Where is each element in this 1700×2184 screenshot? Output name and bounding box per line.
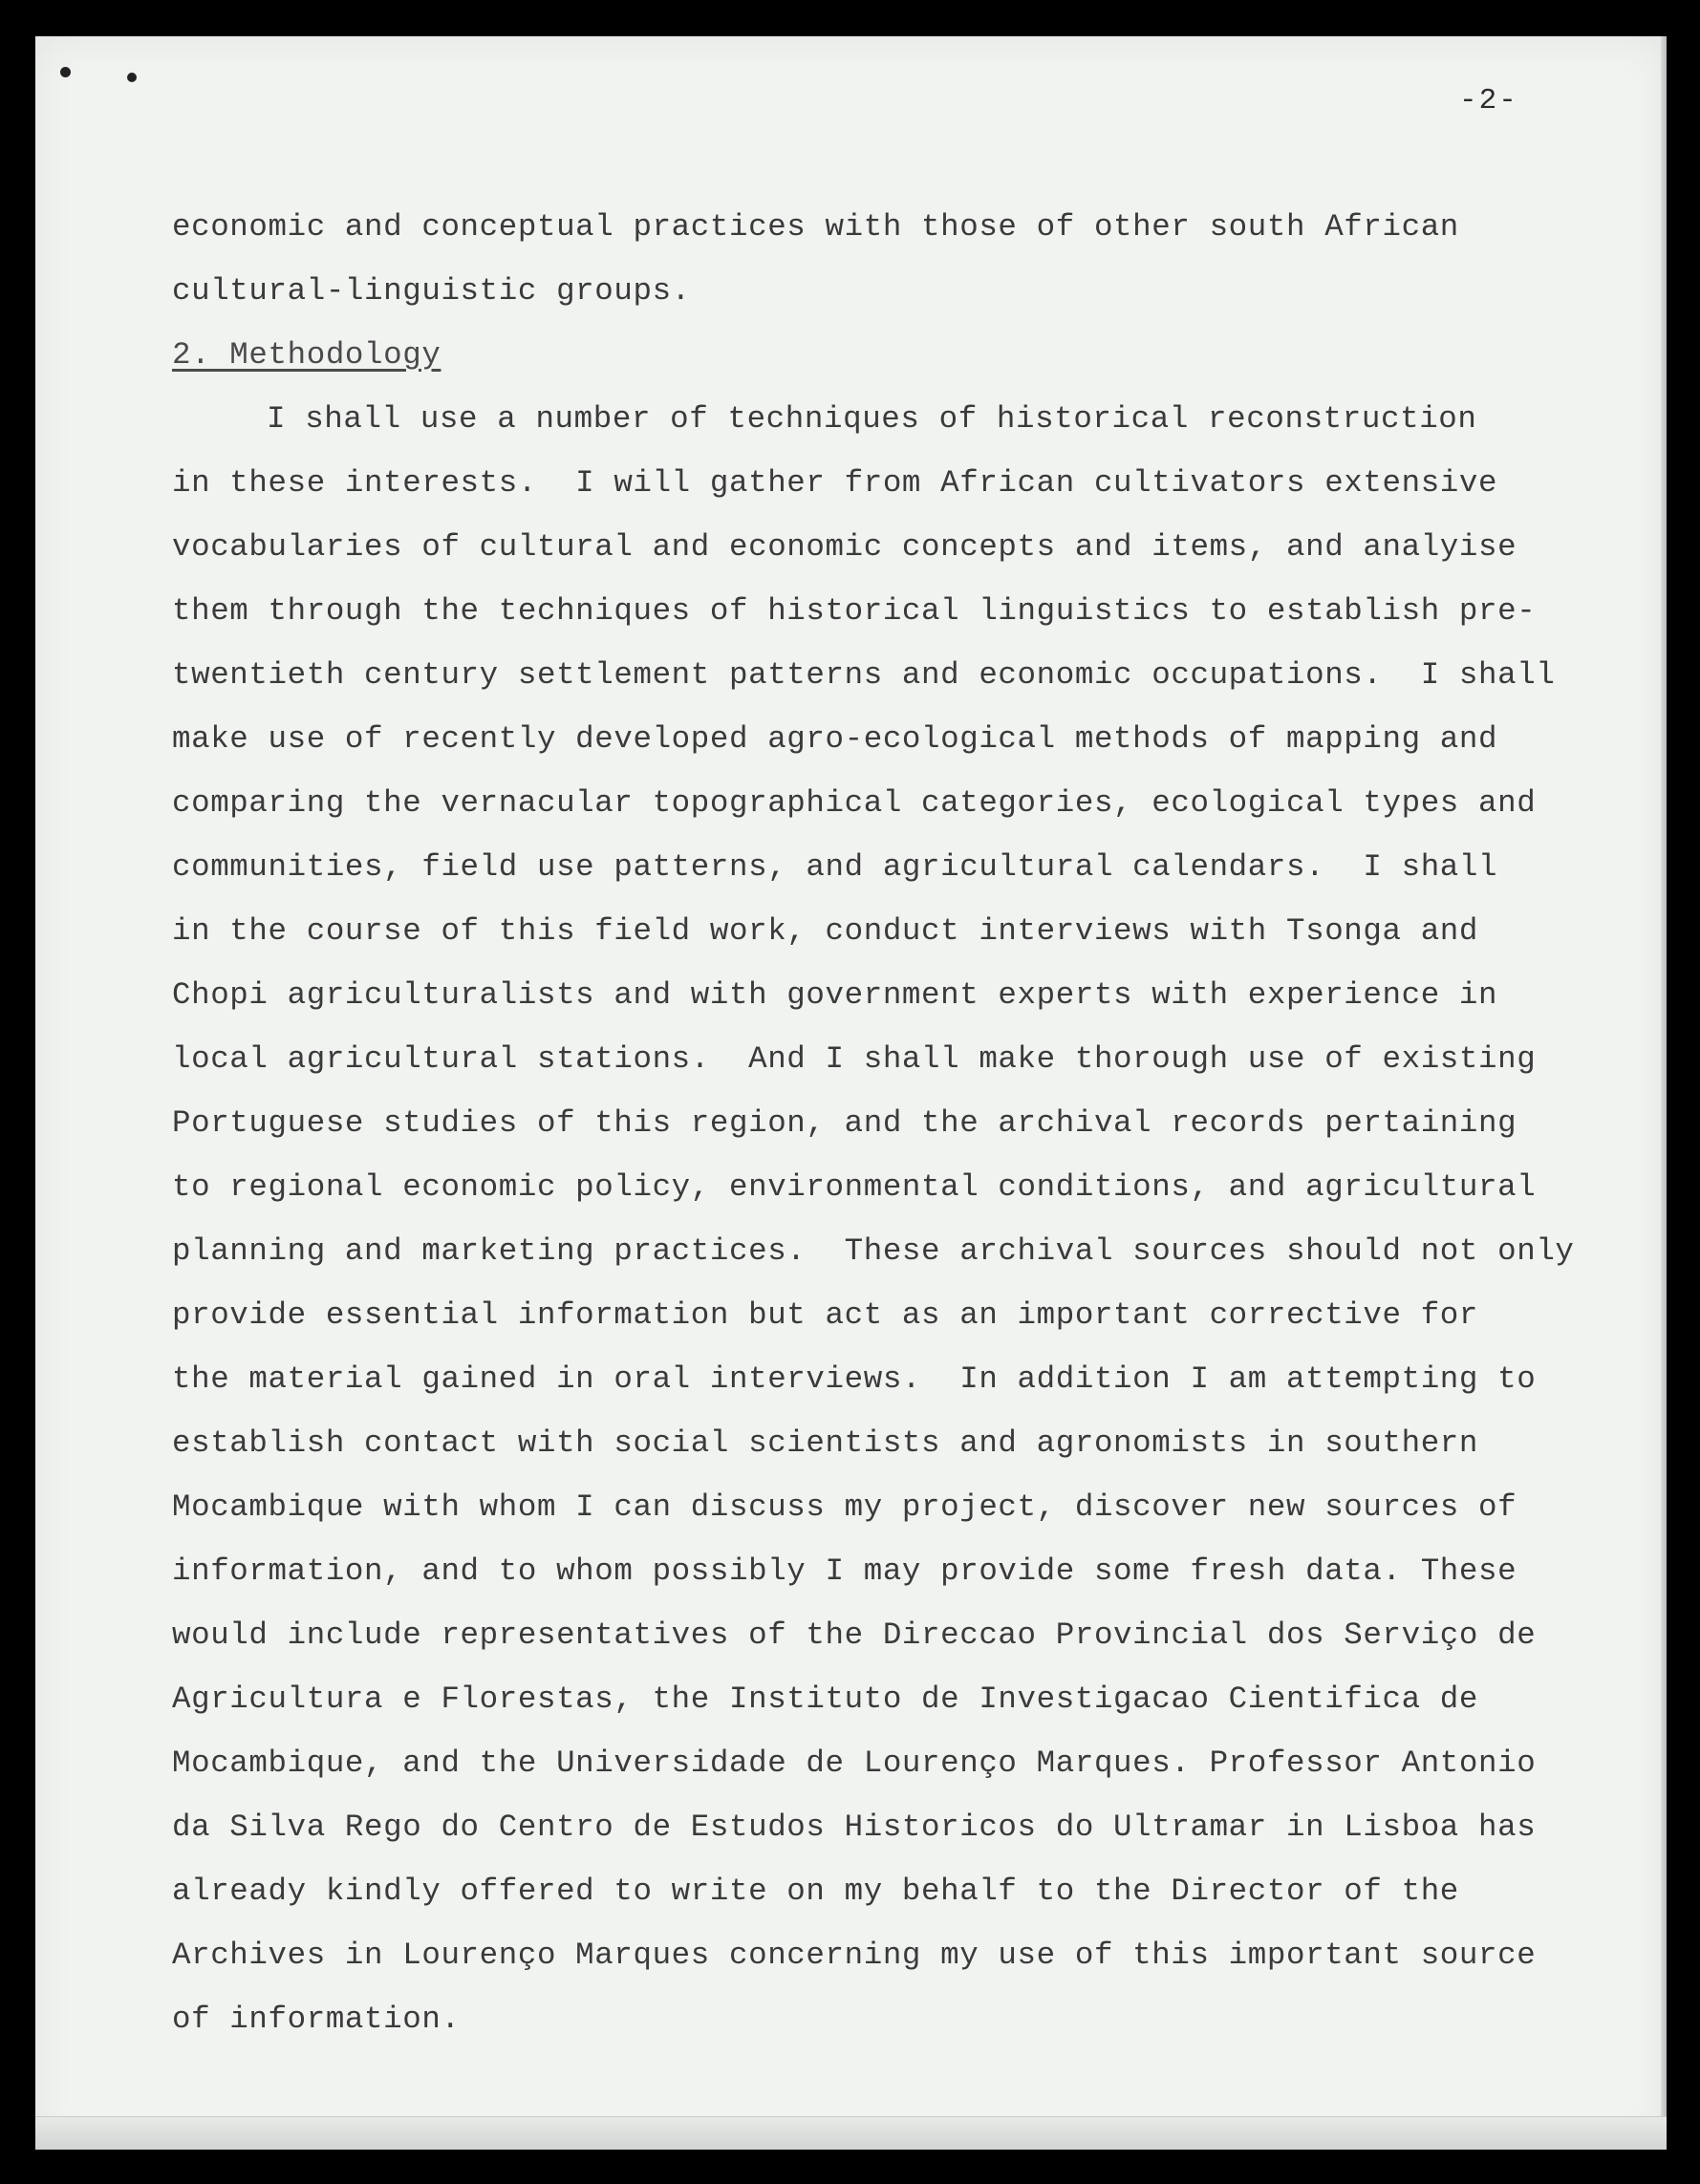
punch-hole-mark	[60, 67, 71, 77]
paper-edge-bottom	[35, 2116, 1667, 2150]
text-line: Archives in Lourenço Marques concerning my use of this important source	[172, 1938, 1537, 1973]
text-line: Mocambique with whom I can discuss my project, discover new sources of	[172, 1489, 1517, 1525]
text-line: to regional economic policy, environmental conditions, and agricultural	[172, 1169, 1537, 1205]
text-line: da Silva Rego do Centro de Estudos Historicos do Ultramar in Lisboa has	[172, 1809, 1537, 1845]
paper-edge-right	[1661, 36, 1667, 2150]
text-line: in these interests. I will gather from African cultivators extensive	[172, 465, 1498, 501]
text-line: Mocambique, and the Universidade de Lourenço Marques. Professor Antonio	[172, 1745, 1537, 1781]
text-line: establish contact with social scientists and agronomists in southern	[172, 1425, 1479, 1461]
text-line: provide essential information but act as an important corrective for	[172, 1297, 1479, 1333]
text-line: the material gained in oral interviews. In addition I am attempting to	[172, 1361, 1537, 1397]
text-line: them through the techniques of historical linguistics to establish pre-	[172, 593, 1537, 629]
text-line: Chopi agriculturalists and with government experts with experience in	[172, 977, 1498, 1013]
text-line: already kindly offered to write on my behalf to the Director of the	[172, 1874, 1459, 1909]
text-line: in the course of this field work, conduct interviews with Tsonga and	[172, 913, 1479, 949]
text-line: planning and marketing practices. These archival sources should not only	[172, 1233, 1575, 1269]
text-line: would include representatives of the Direccao Provincial dos Serviço de	[172, 1617, 1537, 1653]
section-heading: 2. Methodology	[172, 337, 441, 373]
typed-page	[35, 36, 1667, 2150]
text-line: make use of recently developed agro-ecological methods of mapping and	[172, 721, 1498, 757]
text-line: local agricultural stations. And I shall make thorough use of existing	[172, 1041, 1537, 1077]
text-line: of information.	[172, 2002, 461, 2037]
paragraph-first-line: I shall use a number of techniques of historical reconstruction	[267, 401, 1477, 437]
text-line: economic and conceptual practices with those of other south African	[172, 209, 1459, 245]
text-line: Portuguese studies of this region, and the archival records pertaining	[172, 1105, 1517, 1141]
text-line: cultural-linguistic groups.	[172, 273, 691, 309]
page-number: -2-	[1459, 84, 1518, 118]
text-line: vocabularies of cultural and economic concepts and items, and analyise	[172, 529, 1517, 565]
typed-text-block	[172, 195, 1625, 2051]
text-line: communities, field use patterns, and agricultural calendars. I shall	[172, 849, 1498, 885]
text-line: information, and to whom possibly I may provide some fresh data. These	[172, 1553, 1517, 1589]
text-line: Agricultura e Florestas, the Instituto de Investigacao Cientifica de	[172, 1681, 1479, 1717]
punch-hole-mark	[127, 73, 137, 82]
text-line: comparing the vernacular topographical categories, ecological types and	[172, 785, 1537, 821]
text-line: twentieth century settlement patterns and economic occupations. I shall	[172, 657, 1556, 693]
